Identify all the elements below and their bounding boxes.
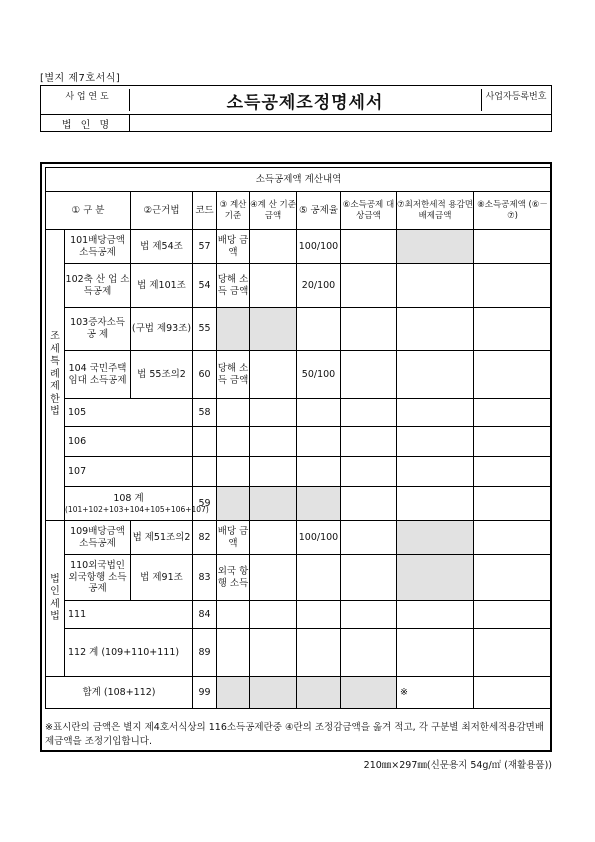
- row-law: 법 제101조: [131, 264, 193, 308]
- row-code: 82: [193, 521, 217, 555]
- table-row: [46, 264, 552, 308]
- row-name: 102축 산 업 소득공제: [65, 264, 131, 308]
- group-label-corporate-tax: 법 인 세 법: [46, 521, 65, 677]
- corporation-name-label: 법 인 명: [45, 114, 130, 132]
- section-title: 소득공제액 계산내역: [46, 168, 552, 192]
- table-row: [46, 230, 552, 264]
- row-name: 111: [65, 601, 193, 629]
- row-name: 109배당금액 소득공제: [65, 521, 131, 555]
- footnote: ※표시란의 금액은 별지 제4호서식상의 116소득공제란중 ④란의 조정감금액을 옮겨 적고, 각 구분별 최저한세적용감면배제금액을 조정기입합니다.: [45, 722, 545, 747]
- table-row: [46, 351, 552, 399]
- form-header: [40, 85, 552, 132]
- row-name: 112 계 (109+110+111): [65, 629, 193, 677]
- col-header-base-amount: ④계 산 기준금액: [250, 192, 297, 230]
- row-subtotal-formula: (101+102+103+104+105+106+107): [65, 504, 209, 514]
- row-law: 법 55조의2: [131, 351, 193, 399]
- row-rate: 20/100: [297, 264, 341, 308]
- row-law: 법 제51조의2: [131, 521, 193, 555]
- row-code: 83: [193, 555, 217, 601]
- col-header-code: 코드: [193, 192, 217, 230]
- table-row: [46, 399, 552, 427]
- row-code: 57: [193, 230, 217, 264]
- row-code: 54: [193, 264, 217, 308]
- table-row: [46, 427, 552, 457]
- calculation-section: [40, 162, 552, 752]
- row-name: 104 국민주택임대 소득공제: [65, 351, 131, 399]
- paper-spec: 210㎜×297㎜(신문용지 54g/㎡ (재활용품)): [363, 760, 552, 771]
- row-name: 101배당금액 소득공제: [65, 230, 131, 264]
- col-header-basis: ③ 계산 기준: [217, 192, 250, 230]
- business-number-label: 사업자등록번호: [481, 89, 550, 111]
- col-header-deduction-amount: ⑧소득공제액 (⑥－⑦): [474, 192, 552, 230]
- row-name: 105: [65, 399, 193, 427]
- col-header-law: ②근거법: [131, 192, 193, 230]
- fiscal-year-label: 사 업 연 도: [45, 89, 130, 111]
- row-basis: 당해 소득 금액: [217, 351, 250, 399]
- group-label-special-tax: 조 세 특 례 제 한 법: [46, 230, 65, 521]
- table-row: [46, 601, 552, 629]
- row-name: 103증자소득 공 제: [65, 308, 131, 351]
- row-law: 법 제54조: [131, 230, 193, 264]
- row-code: 58: [193, 399, 217, 427]
- total-code: 99: [193, 677, 217, 709]
- row-basis: 배당 금액: [217, 230, 250, 264]
- row-name: 110외국법인 외국항행 소득공제: [65, 555, 131, 601]
- row-law: 법 제91조: [131, 555, 193, 601]
- total-label: 합계 (108+112): [46, 677, 193, 709]
- col-header-exclusion-amount: ⑦최저한세적 용감면배제금액: [397, 192, 474, 230]
- row-rate: 100/100: [297, 230, 341, 264]
- total-row: [46, 677, 552, 709]
- row-code: 84: [193, 601, 217, 629]
- table-row: [46, 487, 552, 521]
- total-mark: ※: [397, 677, 474, 709]
- deduction-calc-table: [45, 167, 552, 709]
- table-row: [46, 629, 552, 677]
- col-header-rate: ⑤ 공제율: [297, 192, 341, 230]
- row-basis: 외국 항행 소득: [217, 555, 250, 601]
- row-name: 106: [65, 427, 193, 457]
- row-basis: 당해 소득 금액: [217, 264, 250, 308]
- table-row: [46, 521, 552, 555]
- row-code: 60: [193, 351, 217, 399]
- row-basis: 배당 금액: [217, 521, 250, 555]
- header-row-2: [41, 114, 551, 132]
- row-code: 55: [193, 308, 217, 351]
- form-title: 소득공제조정명세서: [226, 92, 384, 113]
- row-rate: 100/100: [297, 521, 341, 555]
- row-law: (구법 제93조): [131, 308, 193, 351]
- form-number-label: [별지 제7호서식]: [40, 73, 121, 84]
- col-header-target-amount: ⑥소득공제 대상금액: [341, 192, 397, 230]
- row-code: 89: [193, 629, 217, 677]
- col-header-category: ① 구 분: [46, 192, 131, 230]
- table-row: [46, 555, 552, 601]
- table-row: [46, 457, 552, 487]
- row-name: 107: [65, 457, 193, 487]
- row-subtotal-label: 108 계: [113, 492, 144, 504]
- row-code: 59: [193, 487, 217, 521]
- row-rate: 50/100: [297, 351, 341, 399]
- header-row-1: [41, 86, 551, 115]
- table-row: [46, 308, 552, 351]
